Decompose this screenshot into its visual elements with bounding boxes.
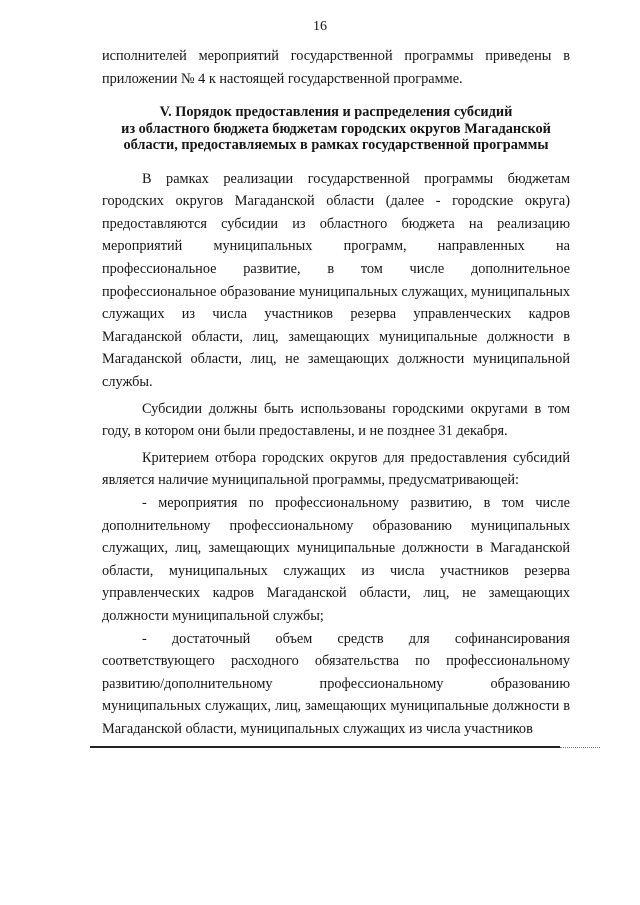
- bottom-rule-tail: [560, 747, 600, 748]
- section-heading-line: V. Порядок предоставления и распределения субсидий: [159, 104, 513, 121]
- paragraph-subsidies-provision: В рамках реализации государственной программы бюджетам городских округов Магаданской области (далее - городские округа) предоставляются субсидии из областного бюджета на реализацию мероприятий муниципальных программ, направленных на профессиональное развитие, в том числе дополнительное профессиональное образование муниципальных служащих, муниципальных служащих из числа участников резерва управленческих кадров Магаданской области, лиц, замещающих муниципальные должности в Магаданской области, лиц, не замещающих должности муниципальной службы.: [102, 170, 570, 391]
- document-body: [102, 45, 570, 741]
- page-number: 16: [313, 19, 327, 34]
- bottom-rule: [90, 746, 560, 748]
- paragraph-selection-criterion: Критерием отбора городских округов для предоставления субсидий является наличие муниципальной программы, предусматривающей:: [102, 449, 570, 489]
- intro-paragraph: исполнителей мероприятий государственной программы приведены в приложении № 4 к настоящей государственной программе.: [102, 48, 570, 87]
- section-heading: [102, 104, 570, 154]
- section-heading-line: из областного бюджета бюджетам городских округов Магаданской: [121, 120, 551, 137]
- paragraph-subsidies-usage: Субсидии должны быть использованы городскими округами в том году, в котором они были предоставлены, и не позднее 31 декабря.: [102, 400, 570, 440]
- section-heading-line: области, предоставляемых в рамках государственной программы: [123, 137, 549, 154]
- list-item: - достаточный объем средств для софинансирования соответствующего расходного обязательства по профессиональному развитию/дополнительному профессиональному образованию муниципальных служащих, лиц, замещающих муниципальные должности в Магаданской области, муниципальных служащих из числа участников: [102, 630, 570, 737]
- list-item: - мероприятия по профессиональному развитию, в том числе дополнительному профессиональному образованию муниципальных служащих, лиц, замещающих муниципальные должности в Магаданской области, муниципальных служащих из числа участников резерва управленческих кадров Магаданской области, лиц, не замещающих должности муниципальной службы;: [102, 495, 570, 624]
